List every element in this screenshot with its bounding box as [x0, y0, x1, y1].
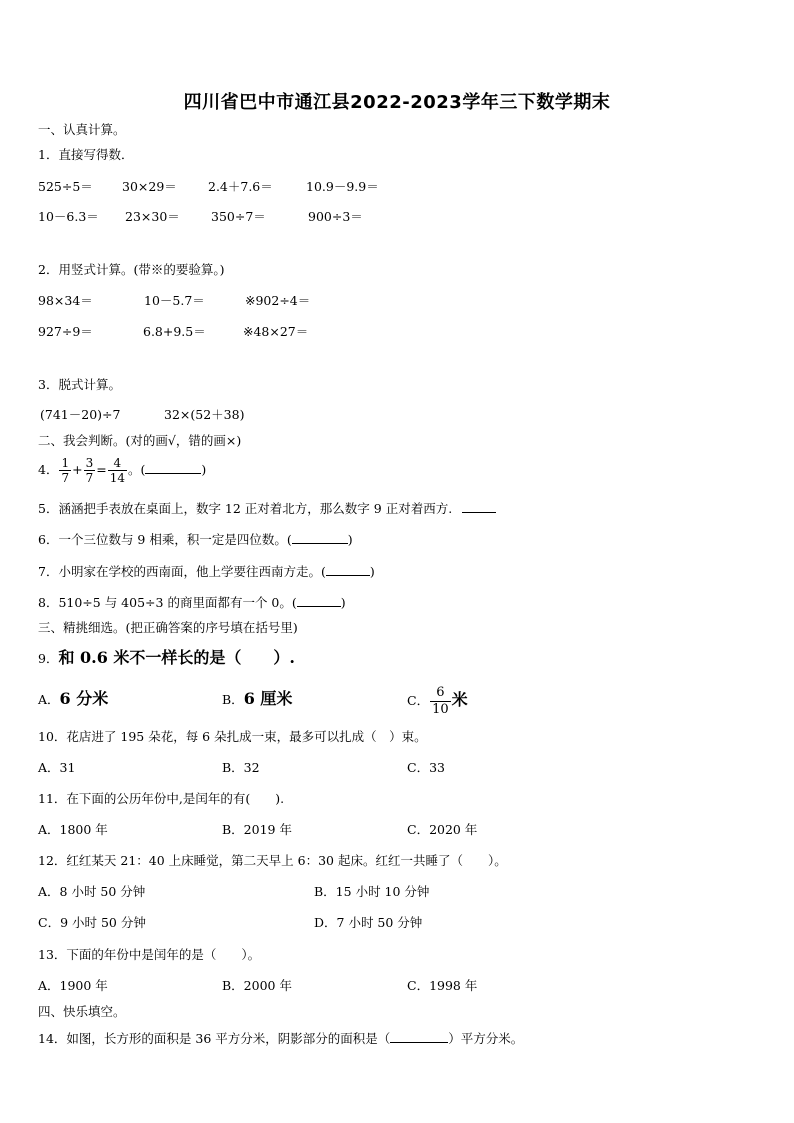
q14-close: ）平方分米。	[448, 1031, 524, 1046]
q11-option-a[interactable]: A．1800 年	[38, 822, 108, 837]
q1-item: 2.4＋7.6＝	[208, 179, 273, 194]
q4	[38, 452, 206, 488]
option-text: 6 厘米	[243, 689, 293, 708]
q7-text: 7．小明家在学校的西南面，他上学要往西南方走。(	[38, 564, 326, 579]
q11-option-b[interactable]: B．2019 年	[222, 822, 292, 837]
q3-item: (741－20)÷7	[40, 407, 121, 422]
answer-blank[interactable]	[326, 563, 370, 576]
page-title: 四川省巴中市通江县2022-2023学年三下数学期末	[183, 92, 611, 113]
q1-item: 10－6.3＝	[38, 209, 99, 224]
q1-item: 900÷3＝	[308, 209, 363, 224]
answer-blank[interactable]	[390, 1030, 448, 1043]
q9-text: 和 0.6 米不一样长的是（ ）.	[58, 648, 296, 667]
q9-option-c[interactable]	[407, 680, 468, 721]
q8-close: )	[340, 595, 346, 610]
q5	[38, 500, 496, 517]
q7	[38, 563, 375, 580]
q1-item: 30×29＝	[122, 179, 177, 194]
denominator: 7	[85, 471, 94, 485]
option-unit: 米	[451, 690, 468, 709]
option-label: A．	[38, 692, 60, 707]
q13-option-c[interactable]: C．1998 年	[407, 978, 478, 993]
q6-text: 6．一个三位数与 9 相乘，积一定是四位数。(	[38, 532, 292, 547]
q2-item: 6.8+9.5＝	[143, 324, 206, 339]
q5-text: 5．涵涵把手表放在桌面上，数字 12 正对着北方，那么数字 9 正对着西方.	[38, 501, 453, 516]
q13-text: 13．下面的年份中是闰年的是（ ）。	[38, 947, 261, 962]
q12-option-a[interactable]: A．8 小时 50 分钟	[38, 884, 146, 899]
answer-blank[interactable]	[292, 531, 348, 544]
answer-blank[interactable]	[462, 500, 496, 513]
q9-option-b[interactable]	[222, 691, 292, 708]
q13-option-a[interactable]: A．1900 年	[38, 978, 108, 993]
denominator: 14	[109, 471, 125, 485]
section-2-header: 二、我会判断。(对的画√，错的画×)	[38, 433, 242, 448]
q3-label: 3．脱式计算。	[38, 377, 121, 392]
section-1-header: 一、认真计算。	[38, 122, 126, 137]
q6-close: )	[347, 532, 353, 547]
numerator: 4	[108, 456, 127, 471]
numerator: 1	[61, 456, 70, 470]
q4-close: )	[201, 462, 207, 477]
option-label: B．	[222, 692, 244, 707]
q6	[38, 531, 353, 548]
q2-item: 927÷9＝	[38, 324, 93, 339]
q9-number: 9．	[38, 651, 59, 666]
section-3-header: 三、精挑细选。(把正确答案的序号填在括号里)	[38, 620, 298, 635]
fraction	[59, 456, 71, 485]
q10-option-a[interactable]: A．31	[38, 760, 76, 775]
equals-sign: =	[96, 462, 107, 477]
q9	[38, 650, 295, 667]
q12-option-b[interactable]: B．15 小时 10 分钟	[314, 884, 430, 899]
numerator: 6	[430, 685, 451, 702]
q2-label: 2．用竖式计算。(带※的要验算。)	[38, 262, 225, 277]
answer-blank[interactable]	[145, 461, 201, 474]
plus-sign: +	[72, 462, 83, 477]
q2-item: ※902÷4＝	[245, 293, 311, 308]
option-text: 6 分米	[59, 689, 109, 708]
section-4-header: 四、快乐填空。	[38, 1004, 126, 1019]
q12-option-c[interactable]: C．9 小时 50 分钟	[38, 915, 146, 930]
q14-text: 14．如图，长方形的面积是 36 平方分米，阴影部分的面积是（	[38, 1031, 391, 1046]
fraction	[430, 685, 451, 718]
q12-text: 12．红红某天 21：40 上床睡觉，第二天早上 6：30 起床。红红一共睡了（ ）。	[38, 853, 507, 868]
q2-item: 98×34＝	[38, 293, 93, 308]
q1-label: 1．直接写得数．	[38, 147, 134, 162]
q10-text: 10．花店进了 195 朵花，每 6 朵扎成一束，最多可以扎成（ ）束。	[38, 729, 427, 744]
q4-tail: 。(	[127, 462, 146, 477]
q11-option-c[interactable]: C．2020 年	[407, 822, 478, 837]
fraction	[84, 456, 96, 485]
q7-close: )	[369, 564, 375, 579]
q13-option-b[interactable]: B．2000 年	[222, 978, 292, 993]
q1-item: 23×30＝	[125, 209, 180, 224]
q1-item: 525÷5＝	[38, 179, 93, 194]
q10-option-c[interactable]: C．33	[407, 760, 445, 775]
q8	[38, 594, 346, 611]
q8-text: 8．510÷5 与 405÷3 的商里面都有一个 0。(	[38, 595, 297, 610]
numerator: 3	[85, 456, 94, 470]
denominator: 7	[61, 471, 70, 485]
q4-number: 4．	[38, 462, 59, 477]
q12-option-d[interactable]: D．7 小时 50 分钟	[314, 915, 423, 930]
q1-item: 350÷7＝	[211, 209, 266, 224]
option-label: C．	[407, 693, 430, 708]
denominator: 10	[432, 702, 449, 717]
q1-item: 10.9－9.9＝	[306, 179, 379, 194]
q2-item: ※48×27＝	[243, 324, 309, 339]
answer-blank[interactable]	[297, 594, 341, 607]
q9-option-a[interactable]	[38, 691, 108, 708]
q10-option-b[interactable]: B．32	[222, 760, 260, 775]
q11-text: 11．在下面的公历年份中,是闰年的有( ).	[38, 791, 285, 806]
q2-item: 10－5.7＝	[144, 293, 205, 308]
fraction	[108, 456, 127, 485]
q3-item: 32×(52＋38)	[164, 407, 245, 422]
q14	[38, 1030, 523, 1047]
